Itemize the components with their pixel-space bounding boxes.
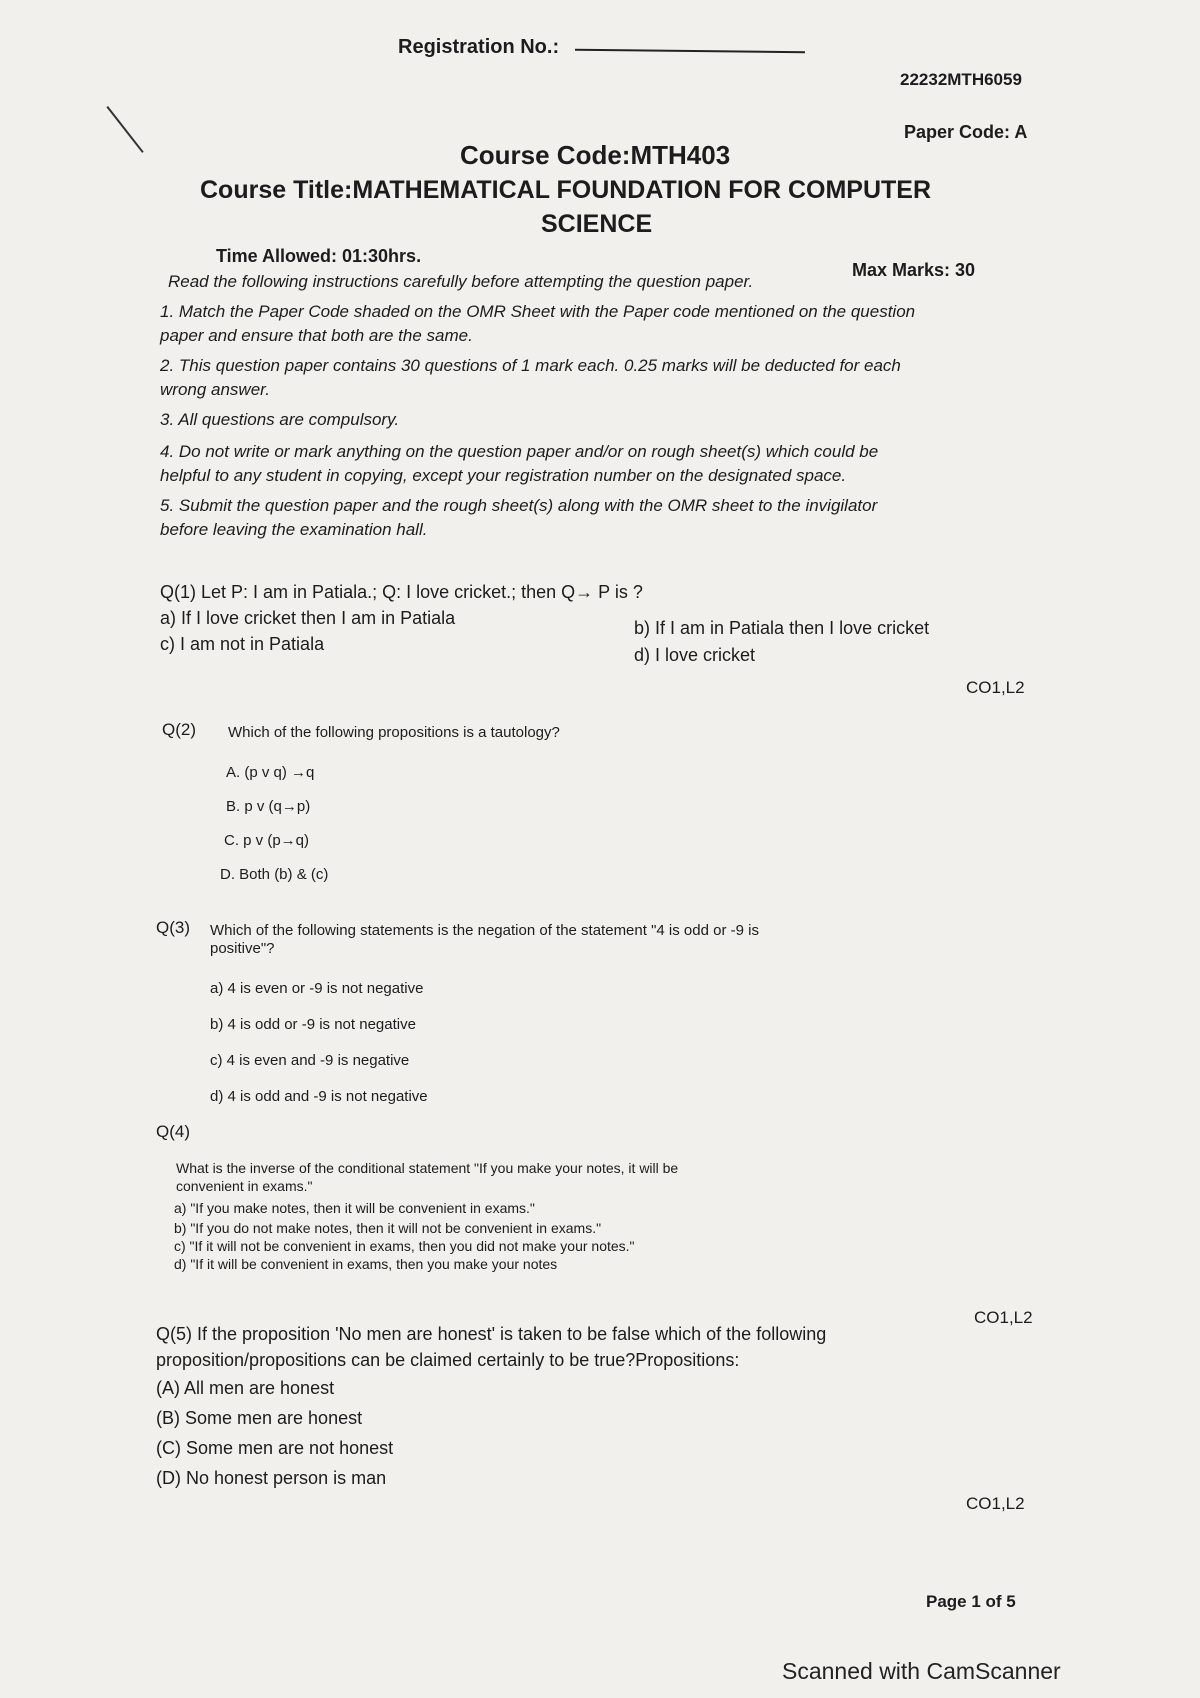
instructions-intro: Read the following instructions carefully before attempting the question paper. — [168, 272, 754, 291]
q4-option-a: a) "If you make notes, then it will be convenient in exams." — [174, 1200, 535, 1216]
q5-option-d: (D) No honest person is man — [156, 1468, 387, 1488]
course-title-line2: SCIENCE — [541, 210, 653, 238]
q2-option-c: C. p v (p→q) — [224, 832, 310, 849]
instruction-2-line2: wrong answer. — [160, 380, 270, 399]
paper-code: Paper Code: A — [904, 122, 1028, 142]
q5-stem-line1: Q(5) If the proposition 'No men are honest' is taken to be false which of the following — [156, 1324, 827, 1344]
registration-label: Registration No.: — [398, 36, 560, 58]
q2-label: Q(2) — [162, 720, 196, 739]
max-marks: Max Marks: 30 — [852, 260, 976, 280]
q5-co-level: CO1,L2 — [966, 1494, 1025, 1513]
q1-co-level: CO1,L2 — [966, 678, 1025, 697]
q3-option-b: b) 4 is odd or -9 is not negative — [210, 1016, 416, 1033]
course-title-line1: Course Title:MATHEMATICAL FOUNDATION FOR COMPUTER — [200, 176, 931, 204]
registration-line — [575, 49, 805, 53]
q4-option-c: c) "If it will not be convenient in exams, then you did not make your notes." — [174, 1238, 635, 1254]
q5-option-b: (B) Some men are honest — [156, 1408, 363, 1428]
q3-option-d: d) 4 is odd and -9 is not negative — [210, 1088, 428, 1105]
course-code: Course Code:MTH403 — [460, 140, 731, 170]
instruction-4-line1: 4. Do not write or mark anything on the question paper and/or on rough sheet(s) which could be — [160, 442, 879, 461]
q5-stem-line2: proposition/propositions can be claimed certainly to be true?Propositions: — [156, 1350, 740, 1370]
q4-stem-line1: What is the inverse of the conditional statement "If you make your notes, it will be — [176, 1160, 679, 1176]
q5-option-a: (A) All men are honest — [156, 1378, 335, 1398]
instruction-4-line2: helpful to any student in copying, except your registration number on the designated space. — [160, 466, 847, 485]
exam-code: 22232MTH6059 — [900, 70, 1022, 89]
instruction-3: 3. All questions are compulsory. — [160, 410, 400, 429]
q3-label: Q(3) — [156, 918, 190, 937]
q1-option-a: a) If I love cricket then I am in Patiala — [160, 608, 456, 628]
q4-option-b: b) "If you do not make notes, then it will not be convenient in exams." — [174, 1220, 602, 1236]
scanner-watermark: Scanned with CamScanner — [782, 1658, 1061, 1684]
q4-co-level: CO1,L2 — [974, 1308, 1033, 1327]
q3-option-c: c) 4 is even and -9 is negative — [210, 1052, 410, 1069]
q2-stem: Which of the following propositions is a tautology? — [228, 724, 560, 741]
q2-option-b: B. p v (q→p) — [226, 798, 311, 815]
q1-option-c: c) I am not in Patiala — [160, 634, 325, 654]
q4-stem-line2: convenient in exams." — [176, 1178, 313, 1194]
q1-option-b: b) If I am in Patiala then I love cricket — [634, 618, 930, 638]
q4-label: Q(4) — [156, 1122, 190, 1141]
time-allowed: Time Allowed: 01:30hrs. — [216, 246, 422, 266]
q5-option-c: (C) Some men are not honest — [156, 1438, 394, 1458]
q1-option-d: d) I love cricket — [634, 645, 756, 665]
q4-option-d: d) "If it will be convenient in exams, then you make your notes — [174, 1256, 558, 1272]
q2-option-d: D. Both (b) & (c) — [220, 866, 329, 883]
instruction-5-line2: before leaving the examination hall. — [160, 520, 428, 539]
page-number: Page 1 of 5 — [926, 1592, 1016, 1611]
q3-option-a: a) 4 is even or -9 is not negative — [210, 980, 424, 997]
instruction-1-line2: paper and ensure that both are the same. — [160, 326, 473, 345]
q3-stem-line1: Which of the following statements is the negation of the statement "4 is odd or -9 is — [210, 922, 759, 939]
q3-stem-line2: positive"? — [210, 940, 275, 957]
q1-stem: Q(1) Let P: I am in Patiala.; Q: I love cricket.; then Q→ P is ? — [160, 582, 643, 602]
instruction-5-line1: 5. Submit the question paper and the rough sheet(s) along with the OMR sheet to the invigilator — [160, 496, 878, 515]
instruction-2-line1: 2. This question paper contains 30 questions of 1 mark each. 0.25 marks will be deducted for each — [160, 356, 901, 375]
q2-option-a: A. (p v q) →q — [226, 764, 315, 781]
instruction-1-line1: 1. Match the Paper Code shaded on the OMR Sheet with the Paper code mentioned on the question — [160, 302, 916, 321]
pen-mark — [106, 106, 143, 153]
